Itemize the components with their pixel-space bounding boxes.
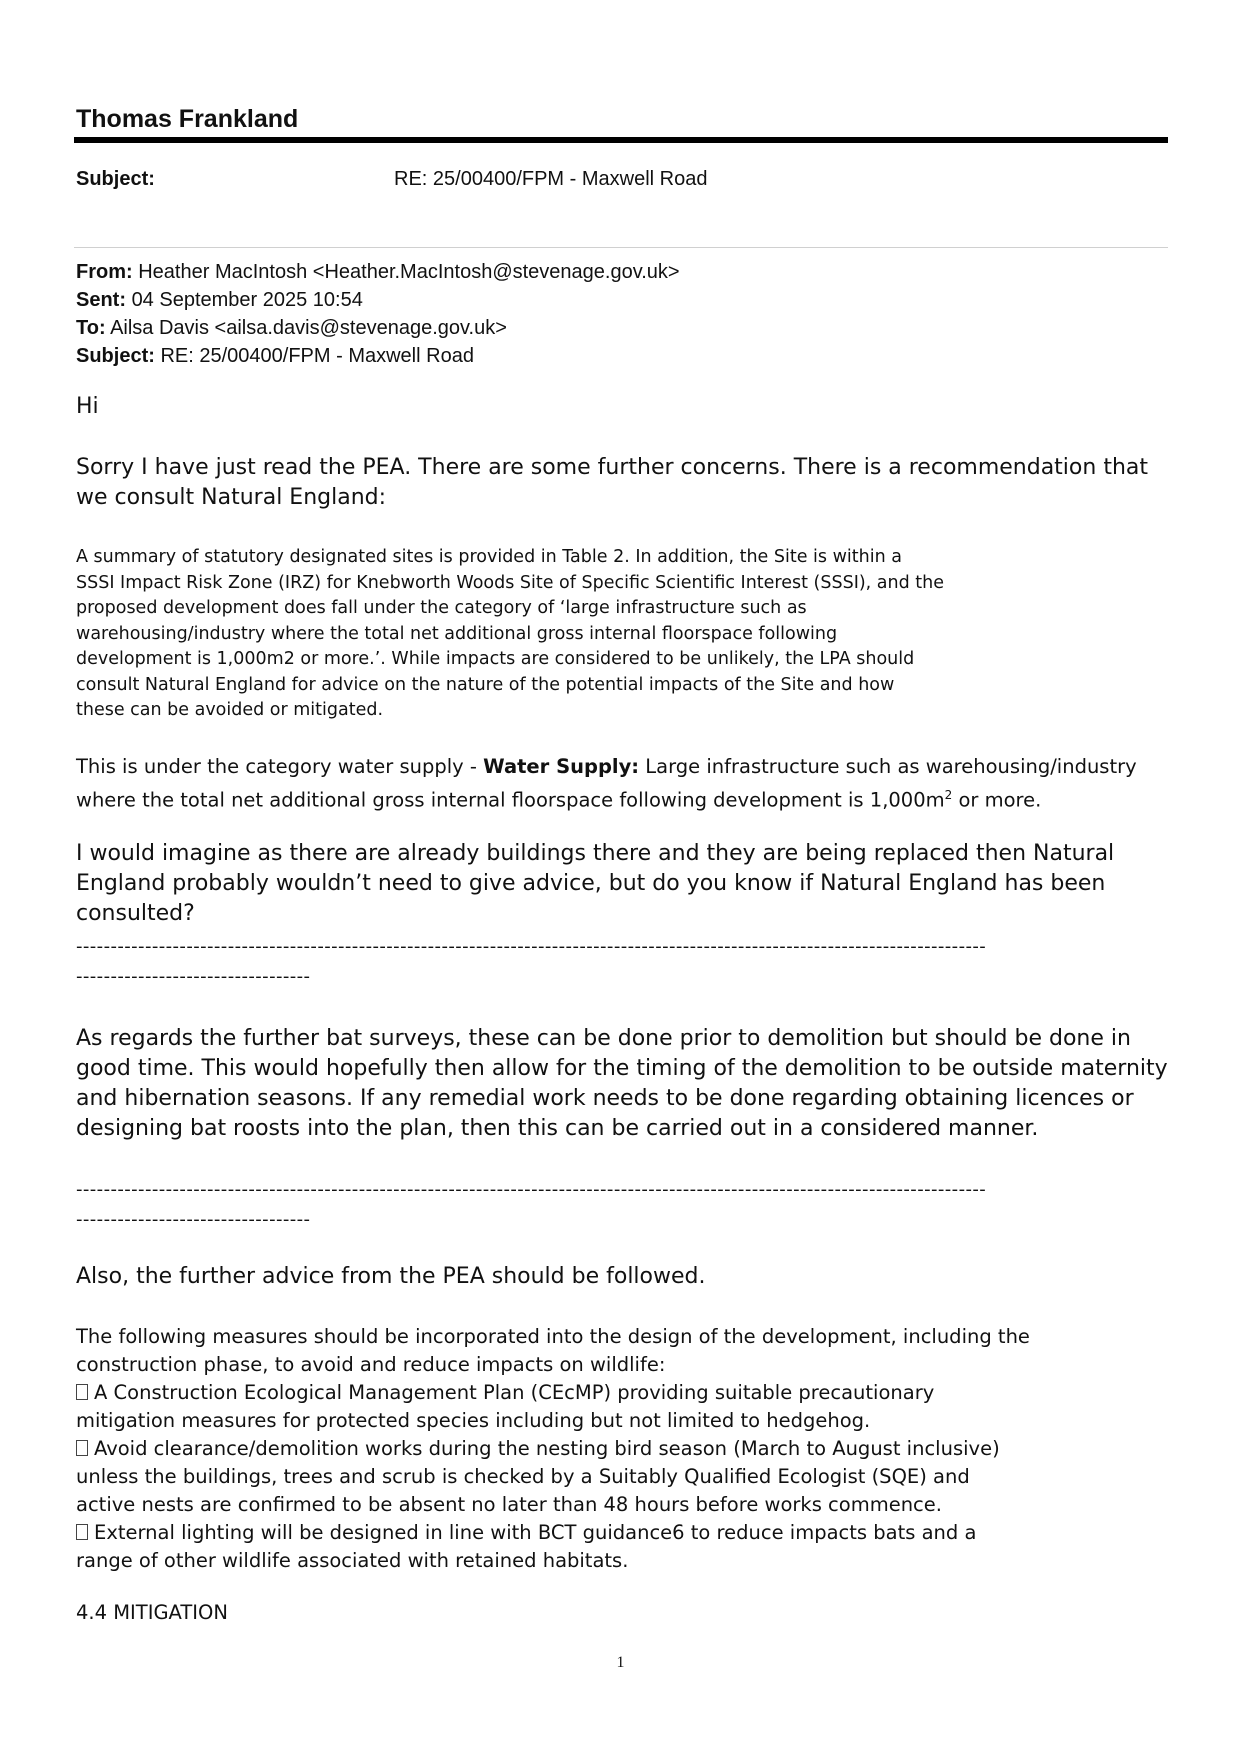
dashed-divider-line: ---------------------------------- (76, 1209, 311, 1230)
section-heading-mitigation: 4.4 MITIGATION (76, 1601, 228, 1624)
email-sent-row (76, 286, 680, 314)
email-to-row (76, 314, 680, 342)
document-subject-value: RE: 25/00400/FPM - Maxwell Road (394, 168, 708, 190)
measures-list (76, 1323, 1176, 1575)
paragraph-natural-england-question: I would imagine as there are already buildings there and they are being replaced then Natural England probably wouldn’t need to give advice, but do you know if Natural England has been consulted? (76, 841, 1115, 926)
list-item-continued: unless the buildings, trees and scrub is checked by a Suitably Qualified Ecologist (SQE) and (76, 1465, 970, 1488)
document-subject-label: Subject: (76, 168, 155, 190)
dashed-divider-line: ------------------------------------------------------------------------------------------------------------------------------------ (76, 1179, 987, 1200)
quote-line: SSSI Impact Risk Zone (IRZ) for Knebworth Woods Site of Specific Scientific Interest (SSSI), and the (76, 572, 945, 593)
list-item-continued: active nests are confirmed to be absent no later than 48 hours before works commence. (76, 1493, 942, 1516)
dashed-divider-line: ---------------------------------- (76, 966, 311, 987)
list-item: A Construction Ecological Management Plan (CEcMP) providing suitable precautionary (76, 1379, 1176, 1407)
email-subject-row (76, 342, 680, 370)
email-separator (74, 247, 1168, 248)
list-item-continued: range of other wildlife associated with retained habitats. (76, 1549, 629, 1572)
missing-glyph-box-icon (76, 1384, 88, 1400)
dashed-divider-line: ------------------------------------------------------------------------------------------------------------------------------------ (76, 936, 987, 957)
dashed-divider (76, 932, 1176, 992)
from-value: Heather MacIntosh <Heather.MacIntosh@stevenage.gov.uk> (138, 261, 680, 283)
to-value: Ailsa Davis <ailsa.davis@stevenage.gov.uk> (110, 317, 507, 339)
water-supply-prefix: This is under the category water supply - (76, 755, 484, 778)
water-supply-bold: Water Supply: (483, 755, 640, 778)
missing-glyph-box-icon (76, 1524, 88, 1540)
email-header (76, 258, 680, 370)
list-item: Avoid clearance/demolition works during the nesting bird season (March to August inclusive) (76, 1435, 1176, 1463)
from-label: From: (76, 261, 133, 283)
measures-intro: The following measures should be incorporated into the design of the development, including the (76, 1325, 1030, 1348)
greeting: Hi (76, 394, 99, 419)
paragraph-consult-natural-england: Sorry I have just read the PEA. There are some further concerns. There is a recommendation that we consult Natural England: (76, 455, 1148, 510)
email-subject-label: Subject: (76, 345, 155, 367)
quote-line: A summary of statutory designated sites is provided in Table 2. In addition, the Site is within a (76, 547, 902, 567)
document-owner-name: Thomas Frankland (76, 105, 299, 133)
quote-line: proposed development does fall under the category of ‘large infrastructure such as (76, 598, 807, 618)
quote-line: warehousing/industry where the total net additional gross internal floorspace following (76, 623, 838, 644)
paragraph-bat-surveys: As regards the further bat surveys, these can be done prior to demolition but should be done in good time. This would hopefully then allow for the timing of the demolition to be outside maternity and hibernation seasons. If any remedial work needs to be done regarding obtaining licences or designing bat roosts into the plan, then this can be carried out in a considered manner. (76, 1026, 1168, 1141)
to-label: To: (76, 317, 106, 339)
quote-line: development is 1,000m2 or more.’. While impacts are considered to be unlikely, the LPA should (76, 649, 915, 669)
list-item: External lighting will be designed in line with BCT guidance6 to reduce impacts bats and a (76, 1519, 1176, 1547)
paragraph-water-supply (76, 753, 1186, 815)
email-subject-value: RE: 25/00400/FPM - Maxwell Road (160, 345, 474, 367)
sent-label: Sent: (76, 289, 126, 311)
page-number: 1 (616, 1654, 625, 1671)
paragraph-further-advice: Also, the further advice from the PEA should be followed. (76, 1264, 706, 1289)
missing-glyph-box-icon (76, 1440, 88, 1456)
list-item-continued: mitigation measures for protected species including but not limited to hedgehog. (76, 1409, 871, 1432)
quote-line: consult Natural England for advice on the nature of the potential impacts of the Site and how (76, 674, 895, 695)
pea-quote (76, 545, 1076, 724)
sent-value: 04 September 2025 10:54 (131, 289, 363, 311)
email-from-row (76, 258, 680, 286)
dashed-divider (76, 1175, 1176, 1235)
water-supply-end: or more. (952, 788, 1042, 812)
water-supply-sup: 2 (944, 788, 953, 802)
measures-intro: construction phase, to avoid and reduce impacts on wildlife: (76, 1353, 666, 1376)
quote-line: these can be avoided or mitigated. (76, 700, 384, 720)
water-supply-rest: Large infrastructure such as warehousing/industry where the total net additional gross internal floorspace following development is 1,000m (76, 755, 1137, 812)
header-divider (74, 137, 1168, 143)
